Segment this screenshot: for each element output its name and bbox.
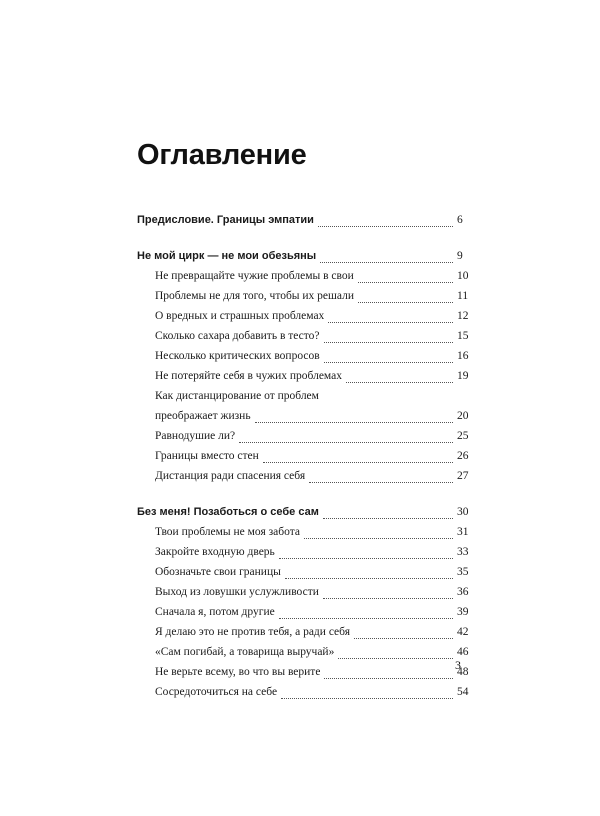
toc-leader-dots xyxy=(263,461,453,463)
toc-entry-label: Дистанция ради спасения себя xyxy=(155,470,306,482)
toc-leader-dots xyxy=(318,225,453,227)
toc-entry-page-number: 42 xyxy=(457,626,469,638)
toc-entry[interactable] xyxy=(137,682,477,702)
toc-group xyxy=(137,210,477,230)
toc-entry-label: Сколько сахара добавить в тесто? xyxy=(155,330,320,342)
toc-group xyxy=(137,502,477,702)
toc-entry-label: Не потеряйте себя в чужих проблемах xyxy=(155,370,342,382)
toc-group-spacer xyxy=(137,486,477,502)
toc-entry[interactable] xyxy=(137,502,477,522)
toc-leader-dots xyxy=(324,677,453,679)
toc-entry-page-number: 12 xyxy=(457,310,469,322)
toc-leader-dots xyxy=(358,281,453,283)
toc-entry-label: Сосредоточиться на себе xyxy=(155,686,278,698)
page-number: 3 xyxy=(455,658,461,672)
toc-entry[interactable] xyxy=(137,346,477,366)
toc-entry-label: Не верьте всему, во что вы верите xyxy=(155,666,321,678)
toc-entry-page-number: 26 xyxy=(457,450,469,462)
toc-leader-dots xyxy=(239,441,453,443)
toc-leader-dots xyxy=(346,381,453,383)
table-of-contents xyxy=(137,210,477,702)
toc-entry[interactable] xyxy=(137,246,477,266)
toc-entry-label: Выход из ловушки услужливости xyxy=(155,586,319,598)
toc-entry[interactable] xyxy=(137,446,477,466)
toc-leader-dots xyxy=(304,537,453,539)
toc-leader-dots xyxy=(338,657,453,659)
toc-leader-dots xyxy=(323,517,453,519)
toc-leader-dots xyxy=(285,577,453,579)
toc-entry[interactable] xyxy=(137,642,477,662)
toc-entry-page-number: 27 xyxy=(457,470,469,482)
toc-entry-label: Предисловие. Границы эмпатии xyxy=(137,214,314,226)
toc-entry-page-number: 54 xyxy=(457,686,469,698)
toc-group-spacer xyxy=(137,230,477,246)
toc-entry-page-number: 48 xyxy=(457,666,469,678)
toc-entry-label: Несколько критических вопросов xyxy=(155,350,320,362)
toc-leader-dots xyxy=(255,421,453,423)
toc-entry[interactable] xyxy=(137,366,477,386)
toc-entry-page-number: 20 xyxy=(457,410,469,422)
toc-leader-dots xyxy=(358,301,453,303)
toc-leader-dots xyxy=(324,341,453,343)
toc-leader-dots xyxy=(324,361,453,363)
toc-leader-dots xyxy=(354,637,453,639)
toc-entry-label: Закройте входную дверь xyxy=(155,546,275,558)
toc-leader-dots xyxy=(328,321,453,323)
toc-leader-dots xyxy=(279,557,453,559)
toc-entry[interactable] xyxy=(137,426,477,446)
toc-leader-dots xyxy=(323,402,453,403)
toc-entry-page-number: 16 xyxy=(457,350,469,362)
toc-entry[interactable] xyxy=(137,306,477,326)
toc-entry-label: «Сам погибай, а товарища выручай» xyxy=(155,646,335,658)
toc-entry[interactable] xyxy=(137,326,477,346)
toc-entry-label: Равнодушие ли? xyxy=(155,430,236,442)
toc-entry[interactable] xyxy=(137,662,477,682)
toc-entry-page-number: 10 xyxy=(457,270,469,282)
toc-entry-label: Твои проблемы не моя забота xyxy=(155,526,300,538)
toc-entry-page-number: 11 xyxy=(457,290,469,302)
toc-entry[interactable] xyxy=(137,266,477,286)
toc-entry[interactable] xyxy=(137,286,477,306)
toc-entry[interactable] xyxy=(137,562,477,582)
toc-entry-page-number: 31 xyxy=(457,526,469,538)
toc-entry-page-number: 30 xyxy=(457,506,469,518)
toc-entry-page-number: 35 xyxy=(457,566,469,578)
toc-entry-label: О вредных и страшных проблемах xyxy=(155,310,325,322)
toc-entry[interactable] xyxy=(137,210,477,230)
toc-leader-dots xyxy=(309,481,453,483)
toc-entry-page-number: 6 xyxy=(457,214,463,226)
toc-leader-dots xyxy=(320,261,453,263)
toc-entry-page-number: 15 xyxy=(457,330,469,342)
toc-entry[interactable] xyxy=(137,542,477,562)
page-title: Оглавление xyxy=(137,139,307,172)
toc-entry-page-number: 33 xyxy=(457,546,469,558)
toc-entry[interactable] xyxy=(137,466,477,486)
toc-entry-page-number: 39 xyxy=(457,606,469,618)
toc-entry-page-number: 19 xyxy=(457,370,469,382)
toc-entry-label: Обозначьте свои границы xyxy=(155,566,281,578)
toc-group xyxy=(137,246,477,486)
toc-entry[interactable] xyxy=(137,522,477,542)
toc-entry-label: Не превращайте чужие проблемы в свои xyxy=(155,270,354,282)
toc-entry-page-number: 36 xyxy=(457,586,469,598)
toc-entry-page-number: 9 xyxy=(457,250,463,262)
toc-entry-label: Сначала я, потом другие xyxy=(155,606,275,618)
toc-entry[interactable] xyxy=(137,622,477,642)
toc-entry[interactable] xyxy=(137,386,477,406)
toc-entry-page-number: 25 xyxy=(457,430,469,442)
toc-entry-label: Как дистанцирование от проблем xyxy=(155,390,319,402)
toc-entry[interactable] xyxy=(137,602,477,622)
toc-entry-label: Без меня! Позаботься о себе сам xyxy=(137,506,319,518)
toc-entry-label: Я делаю это не против тебя, а ради себя xyxy=(155,626,351,638)
toc-entry-label: преображает жизнь xyxy=(155,410,251,422)
toc-entry-page-number: 46 xyxy=(457,646,469,658)
toc-entry-label: Не мой цирк — не мои обезьяны xyxy=(137,250,317,262)
toc-entry[interactable] xyxy=(137,582,477,602)
toc-leader-dots xyxy=(323,597,453,599)
toc-entry-label: Проблемы не для того, чтобы их решали xyxy=(155,290,354,302)
toc-entry[interactable] xyxy=(137,406,477,426)
toc-leader-dots xyxy=(281,697,453,699)
toc-leader-dots xyxy=(279,617,453,619)
toc-entry-label: Границы вместо стен xyxy=(155,450,259,462)
